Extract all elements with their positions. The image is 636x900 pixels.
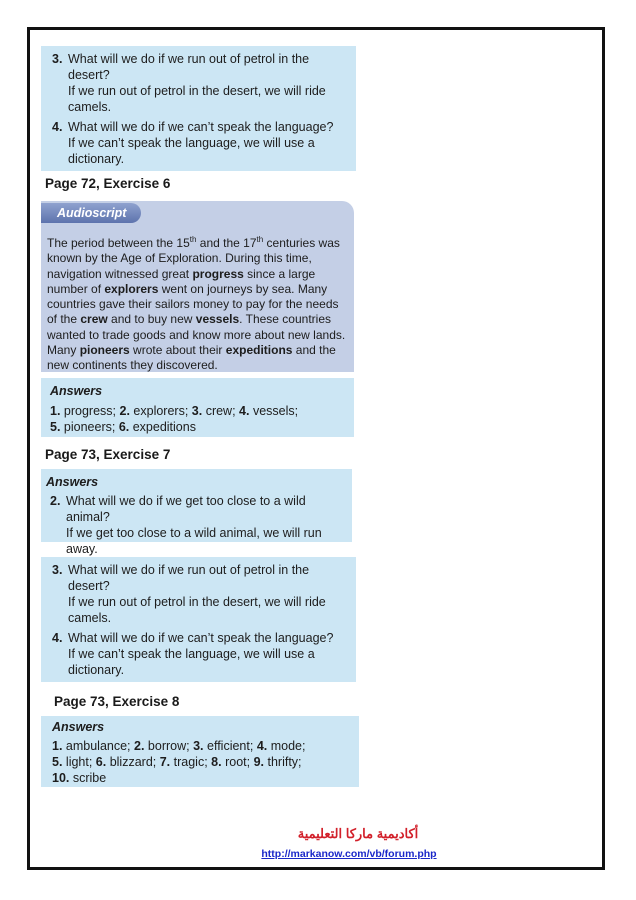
answer-word: thrifty; bbox=[264, 755, 302, 769]
question-text: What will we do if we can’t speak the language? bbox=[68, 631, 334, 645]
question-text: What will we do if we run out of petrol in the desert? bbox=[68, 563, 310, 593]
answer-word: efficient; bbox=[203, 739, 257, 753]
answers-box-exercise-6 bbox=[41, 378, 354, 437]
answer-number: 8. bbox=[211, 755, 222, 769]
audio-sup: th bbox=[189, 235, 197, 244]
audio-text: and the 17 bbox=[196, 236, 257, 250]
answer-text: If we run out of petrol in the desert, we will ride camels. bbox=[68, 595, 326, 625]
answer-box-bottom bbox=[41, 557, 356, 682]
footer-academy-name: أكاديمية ماركا التعليمية bbox=[297, 826, 419, 841]
answer-word: vessels; bbox=[249, 404, 299, 418]
answer-number: 9. bbox=[253, 755, 265, 769]
answer-word: mode; bbox=[267, 739, 306, 753]
keyword: progress bbox=[192, 266, 244, 281]
answer-word: blizzard; bbox=[106, 755, 160, 769]
answer-number: 3. bbox=[191, 404, 203, 418]
answer-word: tragic; bbox=[170, 755, 212, 769]
answer-number: 6. bbox=[118, 420, 130, 434]
audio-sup: th bbox=[256, 235, 264, 244]
audio-text: centuries was known by the Age of Exploration. During this time, navigation witnessed great bbox=[47, 236, 340, 281]
question-text: What will we do if we run out of petrol in the desert? bbox=[68, 52, 310, 82]
answer-word: scribe bbox=[69, 771, 107, 785]
audio-text: since a large number of bbox=[47, 266, 316, 296]
question-4 bbox=[52, 630, 348, 678]
answer-number: 10. bbox=[52, 771, 70, 785]
answer-number: 6. bbox=[95, 755, 107, 769]
answer-number: 7. bbox=[159, 755, 171, 769]
question-number: 3. bbox=[52, 52, 63, 66]
question-number: 2. bbox=[50, 494, 61, 508]
answer-text: If we run out of petrol in the desert, we will ride camels. bbox=[68, 84, 326, 114]
answer-word: ambulance; bbox=[62, 739, 135, 753]
keyword: crew bbox=[80, 312, 108, 327]
answer-text: If we get too close to a wild animal, we will run away. bbox=[66, 526, 322, 556]
audio-text: and the new continents they discovered. bbox=[47, 343, 336, 373]
answer-box-top bbox=[41, 46, 356, 171]
answer-number: 3. bbox=[193, 739, 204, 753]
answers-text bbox=[50, 403, 345, 435]
audioscript-box bbox=[41, 201, 354, 372]
audio-text: and to buy new bbox=[107, 312, 196, 327]
question-text: What will we do if we can’t speak the language? bbox=[68, 120, 334, 134]
answer-word: root; bbox=[221, 755, 254, 769]
answer-word: explorers; bbox=[129, 404, 192, 418]
answers-text bbox=[52, 738, 350, 786]
question-text: What will we do if we get too close to a wild animal? bbox=[66, 494, 306, 524]
audio-text: wrote about their bbox=[129, 343, 226, 358]
answer-word: borrow; bbox=[144, 739, 194, 753]
answer-text: If we can’t speak the language, we will use a dictionary. bbox=[68, 136, 315, 166]
audio-text: went on journeys by sea. Many countries gave their sailors money to pay for the needs of the bbox=[47, 281, 339, 327]
question-3 bbox=[52, 51, 348, 115]
footer-link[interactable]: http://markanow.com/vb/forum.php bbox=[261, 848, 437, 860]
answer-word: progress; bbox=[60, 404, 120, 418]
question-number: 4. bbox=[52, 631, 63, 645]
answer-word: pioneers; bbox=[60, 420, 119, 434]
question-2 bbox=[46, 493, 348, 557]
answers-box-exercise-8 bbox=[41, 716, 359, 787]
audio-text: . These countries wanted to trade goods and know more about new lands. Many bbox=[47, 312, 346, 358]
heading-exercise-6: Page 72, Exercise 6 bbox=[45, 176, 171, 191]
keyword: vessels bbox=[195, 312, 240, 327]
answers-title: Answers bbox=[46, 475, 99, 489]
heading-exercise-8: Page 73, Exercise 8 bbox=[54, 694, 180, 709]
keyword: explorers bbox=[104, 281, 159, 296]
answer-word: light; bbox=[62, 755, 96, 769]
answer-word: expeditions bbox=[129, 420, 196, 434]
answer-number: 5. bbox=[50, 420, 61, 434]
audioscript-label: Audioscript bbox=[41, 203, 141, 223]
answer-number: 2. bbox=[134, 739, 145, 753]
answer-number: 1. bbox=[52, 739, 63, 753]
answer-number: 4. bbox=[256, 739, 268, 753]
audio-text: The period between the 15 bbox=[47, 236, 190, 250]
answer-word: crew; bbox=[202, 404, 240, 418]
answer-number: 5. bbox=[52, 755, 63, 769]
question-4 bbox=[52, 119, 348, 167]
question-number: 3. bbox=[52, 563, 63, 577]
keyword: expeditions bbox=[225, 343, 293, 358]
question-3 bbox=[52, 562, 348, 626]
answers-title: Answers bbox=[50, 384, 103, 398]
keyword: pioneers bbox=[79, 343, 130, 358]
answers-box-exercise-7 bbox=[41, 469, 352, 556]
question-number: 4. bbox=[52, 120, 63, 134]
answer-number: 2. bbox=[119, 404, 130, 418]
heading-exercise-7: Page 73, Exercise 7 bbox=[45, 447, 171, 462]
answer-number: 4. bbox=[239, 404, 250, 418]
answer-number: 1. bbox=[50, 404, 61, 418]
answers-title: Answers bbox=[52, 720, 105, 734]
answer-text: If we can’t speak the language, we will use a dictionary. bbox=[68, 647, 315, 677]
